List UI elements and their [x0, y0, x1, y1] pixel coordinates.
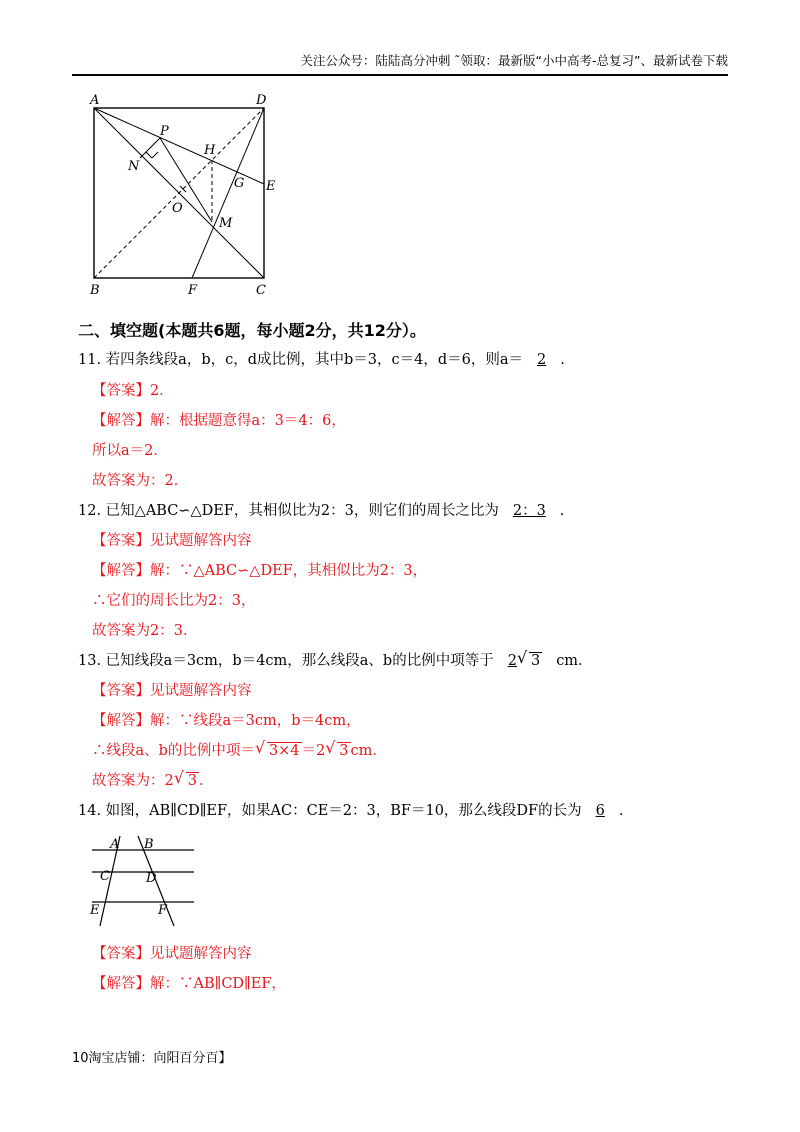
question-11 [78, 350, 565, 370]
geometry-figure-square [80, 90, 280, 300]
solution-11-line3: 故答案为：2． [92, 473, 189, 489]
question-12-blank: 2：3 [512, 503, 546, 519]
solution-13-line3 [92, 768, 214, 791]
sqrt-symbol: √ 3 [173, 768, 197, 789]
label-D: D [256, 93, 267, 108]
question-11-end: . [560, 352, 565, 368]
label-O: O [172, 201, 183, 216]
question-14-text: 14. 如图，AB∥CD∥EF，如果AC：CE＝2：3，BF＝10，那么线段DF的长为 [78, 803, 582, 819]
answer-12: 【答案】见试题解答内容 [92, 533, 252, 549]
solution-13-radicand-1: 3×4 [268, 743, 300, 759]
question-12 [78, 501, 564, 521]
question-12-text: 12. 已知△ABC∽△DEF，其相似比为2：3，则它们的周长之比为 [78, 503, 499, 519]
solution-11-line1: 【解答】解：根据题意得a：3＝4：6， [92, 413, 346, 429]
question-13 [78, 648, 593, 671]
solution-13-line1: 【解答】解：∵线段a＝3cm，b＝4cm， [92, 713, 361, 729]
question-14 [78, 801, 623, 821]
label-E: E [266, 179, 276, 194]
section-title: 二、填空题(本题共6题，每小题2分，共12分）。 [78, 321, 426, 340]
label-N: N [128, 159, 140, 174]
solution-14-line1: 【解答】解：∵AB∥CD∥EF， [92, 976, 286, 992]
question-13-blank-coef: 2 [507, 653, 517, 669]
label-C: C [256, 283, 266, 298]
question-14-end: . [618, 803, 624, 819]
question-11-blank: 2 [537, 352, 547, 368]
question-13-text: 13. 已知线段a＝3cm，b＝4cm，那么线段a、b的比例中项等于 [78, 653, 494, 669]
question-11-text: 11. 若四条线段a，b，c，d成比例，其中b＝3，c＝4，d＝6，则a＝ [78, 352, 524, 368]
page-footer: 10淘宝店铺：向阳百分百】 [72, 1051, 232, 1066]
solution-13-line2-mid: ＝2 [301, 743, 326, 759]
solution-12-line1: 【解答】解：∵△ABC∽△DEF，其相似比为2：3， [92, 563, 428, 579]
solution-13-line3-pre: 故答案为：2 [92, 773, 174, 789]
label-F: F [188, 283, 198, 298]
label-B: B [90, 283, 100, 298]
label-A: A [90, 93, 100, 108]
answer-13: 【答案】见试题解答内容 [92, 683, 252, 699]
fig2-label-A: A [110, 837, 120, 852]
label-P: P [160, 124, 169, 139]
fig2-label-D: D [146, 871, 157, 886]
solution-13-line3-end: ． [198, 773, 214, 789]
label-M: M [219, 216, 233, 231]
solution-13-line2-pre: ∴线段a、b的比例中项＝ [92, 743, 255, 759]
question-14-blank: 6 [595, 803, 605, 819]
solution-13-line3-radicand: 3 [187, 773, 197, 789]
solution-11-line2: 所以a＝2． [92, 443, 168, 459]
solution-13-radicand-2: 3 [339, 743, 349, 759]
sqrt-symbol: √ 3×4 [254, 738, 300, 759]
question-13-end: cm． [556, 653, 593, 669]
label-H: H [204, 143, 216, 158]
solution-12-line2: ∴它们的周长比为2：3， [92, 593, 256, 609]
page-header: 关注公众号：陆陆高分冲刺 ˜领取：最新版“小中高考-总复习”、最新试卷下载 [72, 52, 728, 76]
sqrt-symbol: √ 3 [516, 648, 541, 669]
fig2-label-E: E [90, 903, 100, 918]
answer-11: 【答案】2． [92, 383, 174, 399]
answer-14: 【答案】见试题解答内容 [92, 946, 252, 962]
solution-13-line2-end: cm． [350, 743, 387, 759]
fig2-label-F: F [158, 903, 168, 918]
fig2-label-C: C [100, 869, 110, 884]
label-G: G [234, 176, 245, 191]
question-13-blank [494, 648, 556, 671]
solution-12-line3: 故答案为2：3． [92, 623, 198, 639]
sqrt-symbol: √ 3 [325, 738, 349, 759]
solution-13-line2 [92, 738, 387, 761]
parallel-lines-figure [82, 832, 202, 932]
question-12-end: . [559, 503, 565, 519]
fig2-label-B: B [144, 837, 154, 852]
question-13-blank-radicand: 3 [530, 653, 541, 669]
